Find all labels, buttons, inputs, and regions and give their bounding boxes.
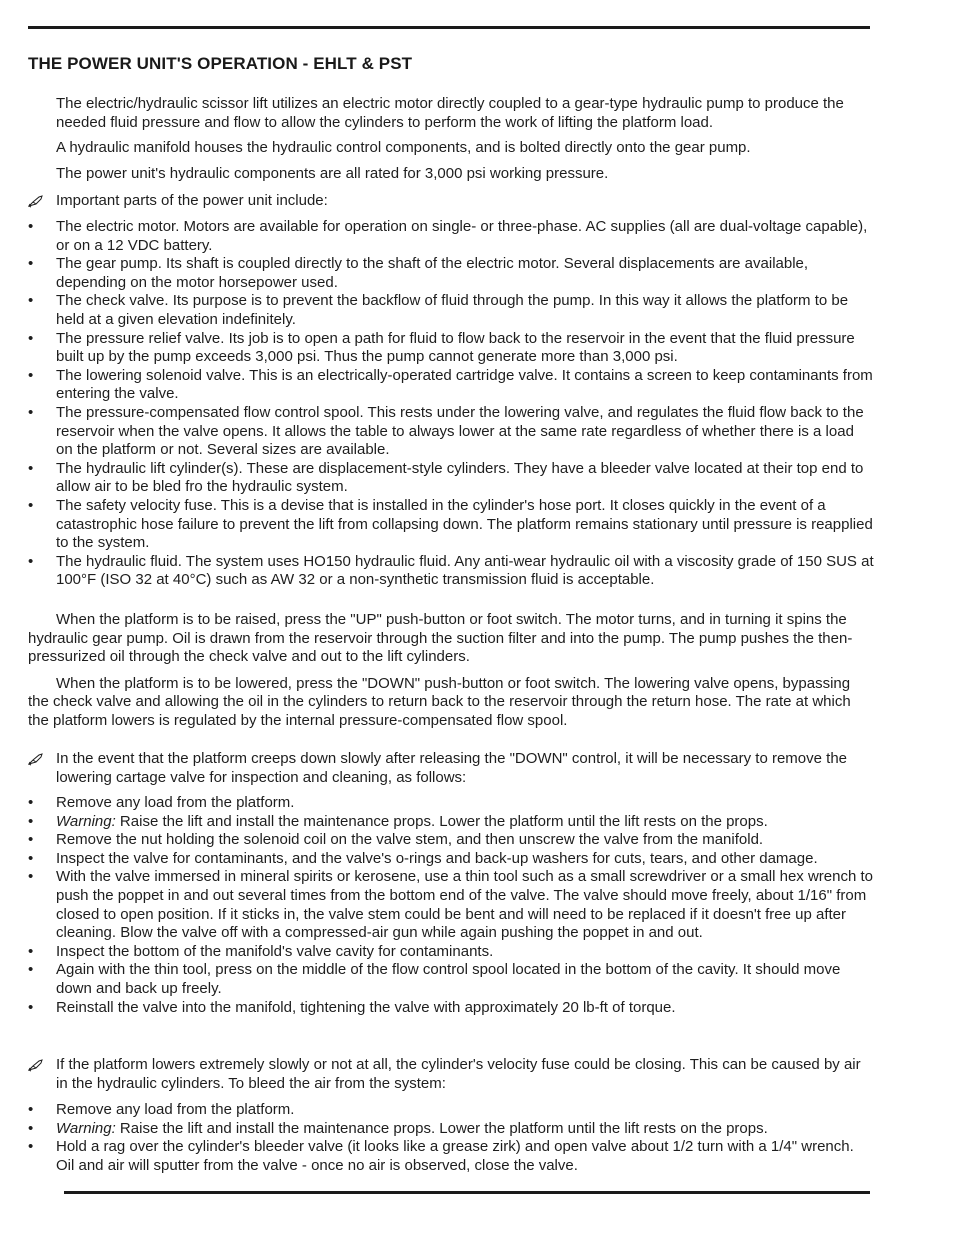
list-item — [28, 218, 874, 255]
intro-section — [28, 95, 874, 183]
list-item — [28, 794, 874, 813]
creep-steps-section — [28, 794, 874, 1017]
list-item — [28, 292, 874, 329]
list-item — [28, 367, 874, 404]
list-item — [28, 850, 874, 869]
bullet: • — [28, 329, 34, 347]
list-item — [28, 813, 874, 832]
bullet: • — [28, 868, 34, 886]
bullet: • — [28, 255, 34, 273]
note-velocity-fuse — [28, 1056, 874, 1093]
top-rule — [28, 26, 870, 29]
list-item — [28, 497, 874, 553]
list-item — [28, 1101, 874, 1120]
creep-steps-list — [28, 794, 874, 1017]
intro-paragraph: The power unit's hydraulic components are all rated for 3,000 psi working pressure. — [56, 164, 609, 182]
bullet: • — [28, 552, 34, 570]
page-title: THE POWER UNIT'S OPERATION - EHLT & PST — [28, 54, 413, 73]
bullet: • — [28, 998, 34, 1016]
bullet: • — [28, 1101, 34, 1118]
list-item — [28, 460, 874, 497]
list-item-text: The electric motor. Motors are available for operation on single- or three-phase. AC supplies (all are dual-voltage capable), or on a 12 VDC battery. — [56, 218, 868, 254]
list-item-text: The lowering solenoid valve. This is an electrically-operated cartridge valve. It contains a screen to keep contaminants from entering the valve. — [56, 366, 873, 403]
list-item-text: The pressure-compensated flow control spool. This rests under the lowering valve, and regulates the fluid flow back to the reservoir when the valve opens. It allows the table to always lower at the same rate regardless of whether there is a load on the platform or not. Several sizes are available. — [56, 403, 864, 459]
bullet: • — [28, 403, 34, 421]
note-text: If the platform lowers extremely slowly or not at all, the cylinder's velocity fuse could be closing. This can be caused by air in the hydraulic cylinders. To bleed the air from the system: — [56, 1056, 861, 1092]
bullet: • — [28, 459, 34, 477]
bleed-steps-section — [28, 1101, 874, 1175]
list-item — [28, 1120, 874, 1139]
bullet: • — [28, 1138, 34, 1156]
list-item-text: The gear pump. Its shaft is coupled directly to the shaft of the electric motor. Several displacements are available, depending on the motor horsepower used. — [56, 255, 809, 291]
parts-list — [28, 218, 874, 590]
list-item-text: Remove the nut holding the solenoid coil on the valve stem, and then unscrew the valve from the manifold. — [56, 831, 764, 849]
bullet: • — [28, 496, 34, 514]
list-item-text: Raise the lift and install the maintenance props. Lower the platform until the lift rests on the props. — [115, 812, 768, 830]
bullet: • — [28, 366, 34, 384]
list-item-text: Inspect the bottom of the manifold's valve cavity for contaminants. — [56, 942, 494, 960]
bullet: • — [28, 961, 34, 979]
bullet: • — [28, 218, 34, 235]
list-item — [28, 255, 874, 292]
note-text: Important parts of the power unit include: — [56, 192, 328, 209]
list-item — [28, 1138, 874, 1175]
list-item — [28, 330, 874, 367]
pointing-hand-icon — [28, 1058, 44, 1072]
list-item-text: Remove any load from the platform. — [56, 1101, 295, 1118]
list-item-text: The pressure relief valve. Its job is to open a path for fluid to flow back to the reservoir in the event that the fluid pressure built up by the pump exceeds 3,000 psi. Thus the pump cannot generate more than 3,000 psi. — [56, 329, 855, 366]
list-item-text: The safety velocity fuse. This is a devise that is installed in the cylinder's hose port. It closes quickly in the event of a catastrophic hose failure to prevent the lift from collapsing down. The platform remains stationary until pressure is reapplied to the system. — [56, 496, 873, 552]
parts-list-section — [28, 218, 874, 590]
operation-section — [28, 611, 874, 731]
list-item-text: Inspect the valve for contaminants, and the valve's o-rings and back-up washers for cuts, tears, and other damage. — [56, 849, 818, 867]
warning-label: Warning: — [56, 812, 116, 830]
list-item — [28, 868, 874, 942]
bullet: • — [28, 1119, 34, 1137]
list-item-text: The check valve. Its purpose is to prevent the backflow of fluid through the pump. In this way it allows the platform to be held at a given elevation indefinitely. — [56, 292, 849, 328]
list-item-text: Raise the lift and install the maintenance props. Lower the platform until the lift rests on the props. — [115, 1119, 768, 1137]
list-item — [28, 553, 874, 590]
bleed-steps-list — [28, 1101, 874, 1175]
list-item — [28, 831, 874, 850]
list-item-text: Remove any load from the platform. — [56, 794, 295, 811]
list-item-text: Hold a rag over the cylinder's bleeder valve (it looks like a grease zirk) and open valve about 1/2 turn with a 1/4" wrench. Oil and air will sputter from the valve - once no air is observed, close the valve. — [56, 1138, 854, 1174]
bullet: • — [28, 292, 34, 310]
warning-label: Warning: — [56, 1119, 116, 1137]
list-item-text: Reinstall the valve into the manifold, tightening the valve with approximately 20 lb-ft of torque. — [56, 998, 676, 1016]
pointing-hand-icon — [28, 752, 44, 766]
list-item-text: Again with the thin tool, press on the middle of the flow control spool located in the bottom of the cavity. It should move down and back up freely. — [56, 961, 841, 997]
list-item-text: The hydraulic lift cylinder(s). These are displacement-style cylinders. They have a bleeder valve located at their top end to allow air to be bled fro the hydraulic system. — [56, 459, 864, 496]
list-item-text: With the valve immersed in mineral spirits or kerosene, use a thin tool such as a small screwdriver or a small hex wrench to push the poppet in and out several times from the bottom end of the valve. The valve should move freely, about 1/16" from closed to open position. If it sticks in, the valve stem could be bent and will need to be replaced if it doesn't free up after cleaning. Blow the valve off with a compressed-air gun while again pushing the poppet in and out. — [56, 868, 873, 942]
pointing-hand-icon — [28, 194, 44, 208]
bullet: • — [28, 831, 34, 849]
list-item — [28, 404, 874, 460]
lower-paragraph: When the platform is to be lowered, press the "DOWN" push-button or foot switch. The lowering valve opens, bypassing the check valve and allowing the oil in the cylinders to return back to the reservoir through the return hose. The rate at which the platform lowers is regulated by the internal pressure-compensated flow spool. — [28, 674, 851, 729]
raise-paragraph: When the platform is to be raised, press the "UP" push-button or foot switch. The motor turns, and in turning it spins the hydraulic gear pump. Oil is drawn from the reservoir through the suction filter and into the pump. The pump pushes the then-pressurized oil through the check valve and out to the lift cylinders. — [28, 611, 853, 666]
bottom-rule — [64, 1191, 870, 1194]
note-text: In the event that the platform creeps down slowly after releasing the "DOWN" control, it will be necessary to remove the lowering cartage valve for inspection and cleaning, as follows: — [56, 750, 848, 786]
bullet: • — [28, 849, 34, 867]
bullet: • — [28, 942, 34, 960]
bullet: • — [28, 794, 34, 811]
list-item — [28, 943, 874, 962]
list-item — [28, 961, 874, 998]
note-parts — [28, 192, 874, 211]
note-creep — [28, 750, 874, 787]
intro-paragraph: The electric/hydraulic scissor lift utilizes an electric motor directly coupled to a gear-type hydraulic pump to produce the needed fluid pressure and flow to allow the cylinders to perform the work of lifting the platform load. — [56, 95, 844, 131]
bullet: • — [28, 812, 34, 830]
list-item-text: The hydraulic fluid. The system uses HO150 hydraulic fluid. Any anti-wear hydraulic oil with a viscosity grade of 150 SUS at 100°F (ISO 32 at 40°C) such as AW 32 or a non-synthetic transmission fluid is acceptable. — [56, 552, 874, 589]
list-item — [28, 999, 874, 1018]
intro-paragraph: A hydraulic manifold houses the hydraulic control components, and is bolted directly onto the gear pump. — [56, 139, 751, 157]
